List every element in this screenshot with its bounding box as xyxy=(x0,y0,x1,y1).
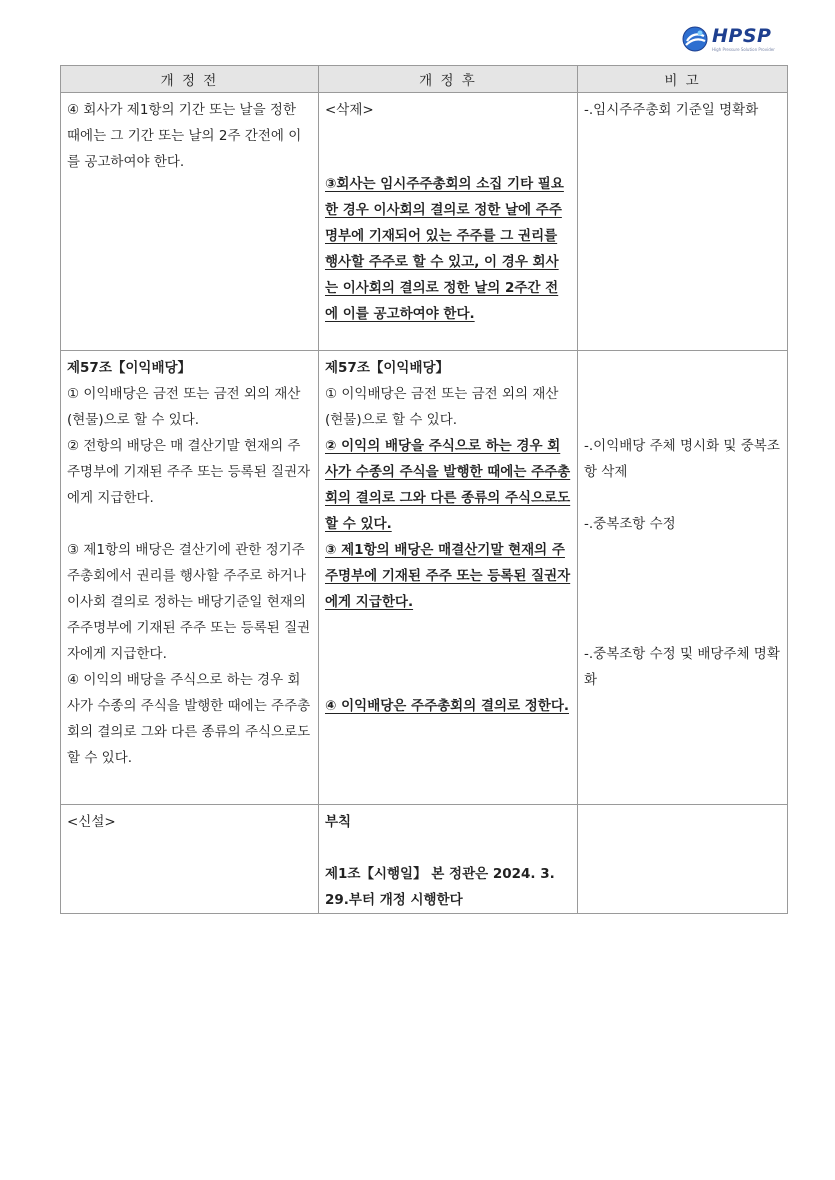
note-text: -.중복조항 수정 xyxy=(584,516,676,532)
table-row xyxy=(61,351,788,805)
cell-before xyxy=(61,93,319,351)
logo-tagline: High Pressure Solution Provider xyxy=(712,46,775,52)
note-text: -.이익배당 주체 명시화 및 중복조항 삭제 xyxy=(584,438,780,480)
new-marker: <신설> xyxy=(67,814,116,830)
note-text: -.중복조항 수정 및 배당주체 명확화 xyxy=(584,646,780,688)
header-note: 비 고 xyxy=(578,66,788,93)
clause-text: ④ 이익의 배당을 주식으로 하는 경우 회사가 수종의 주식을 발행한 때에는 주주총회의 결의로 그와 다른 종류의 주식으로도 할 수 있다. xyxy=(67,672,311,766)
article-title: 제57조【이익배당】 xyxy=(67,360,192,376)
cell-note xyxy=(578,93,788,351)
cell-before xyxy=(61,351,319,805)
header-after: 개 정 후 xyxy=(319,66,578,93)
supplementary-title: 부칙 xyxy=(325,814,352,830)
table-row xyxy=(61,805,788,914)
globe-logo-icon xyxy=(682,26,708,52)
header-before: 개 정 전 xyxy=(61,66,319,93)
clause-text: ② 전항의 배당은 매 결산기말 현재의 주주명부에 기재된 주주 또는 등록된 질권자에게 지급한다. xyxy=(67,438,311,506)
amendment-table xyxy=(60,65,788,914)
cell-after xyxy=(319,93,578,351)
table-header-row xyxy=(61,66,788,93)
clause-text: ③ 제1항의 배당은 결산기에 관한 정기주주총회에서 권리를 행사할 주주로 하거나 이사회 결의로 정하는 배당기준일 현재의 주주명부에 기재된 주주 또는 등록된 질권자에게 지급한다. xyxy=(67,542,311,662)
amended-clause-text: ② 이익의 배당을 주식으로 하는 경우 회사가 수종의 주식을 발행한 때에는 주주총회의 결의로 그와 다른 종류의 주식으로도 할 수 있다. xyxy=(325,438,571,532)
clause-text: ① 이익배당은 금전 또는 금전 외의 재산(현물)으로 할 수 있다. xyxy=(325,386,559,428)
cell-note xyxy=(578,805,788,914)
new-clause-text: ③회사는 임시주주총회의 소집 기타 필요한 경우 이사회의 결의로 정한 날에 주주명부에 기재되어 있는 주주를 그 권리를 행사할 주주로 할 수 있고, 이 경우 회사는 이사회의 결의로 정한 날의 2주간 전에 이를 공고하여야 한다. xyxy=(325,176,564,322)
clause-text: ④ 회사가 제1항의 기간 또는 날을 정한 때에는 그 기간 또는 날의 2주 간전에 이를 공고하여야 한다. xyxy=(67,102,302,170)
note-text: -.임시주주총회 기준일 명확화 xyxy=(584,102,759,118)
table-row xyxy=(61,93,788,351)
amended-clause-text: ③ 제1항의 배당은 매결산기말 현재의 주주명부에 기재된 주주 또는 등록된 질권자에게 지급한다. xyxy=(325,542,571,610)
company-logo xyxy=(682,24,786,54)
cell-after xyxy=(319,805,578,914)
clause-text: 제1조【시행일】 본 정관은 2024. 3. 29.부터 개정 시행한다 xyxy=(325,866,555,908)
cell-after xyxy=(319,351,578,805)
logo-wordmark: HPSP xyxy=(712,24,772,47)
cell-before xyxy=(61,805,319,914)
article-title: 제57조【이익배당】 xyxy=(325,360,450,376)
amended-clause-text: ④ 이익배당은 주주총회의 결의로 정한다. xyxy=(325,698,570,714)
cell-note xyxy=(578,351,788,805)
clause-text: ① 이익배당은 금전 또는 금전 외의 재산(현물)으로 할 수 있다. xyxy=(67,386,301,428)
deleted-marker: <삭제> xyxy=(325,102,374,118)
